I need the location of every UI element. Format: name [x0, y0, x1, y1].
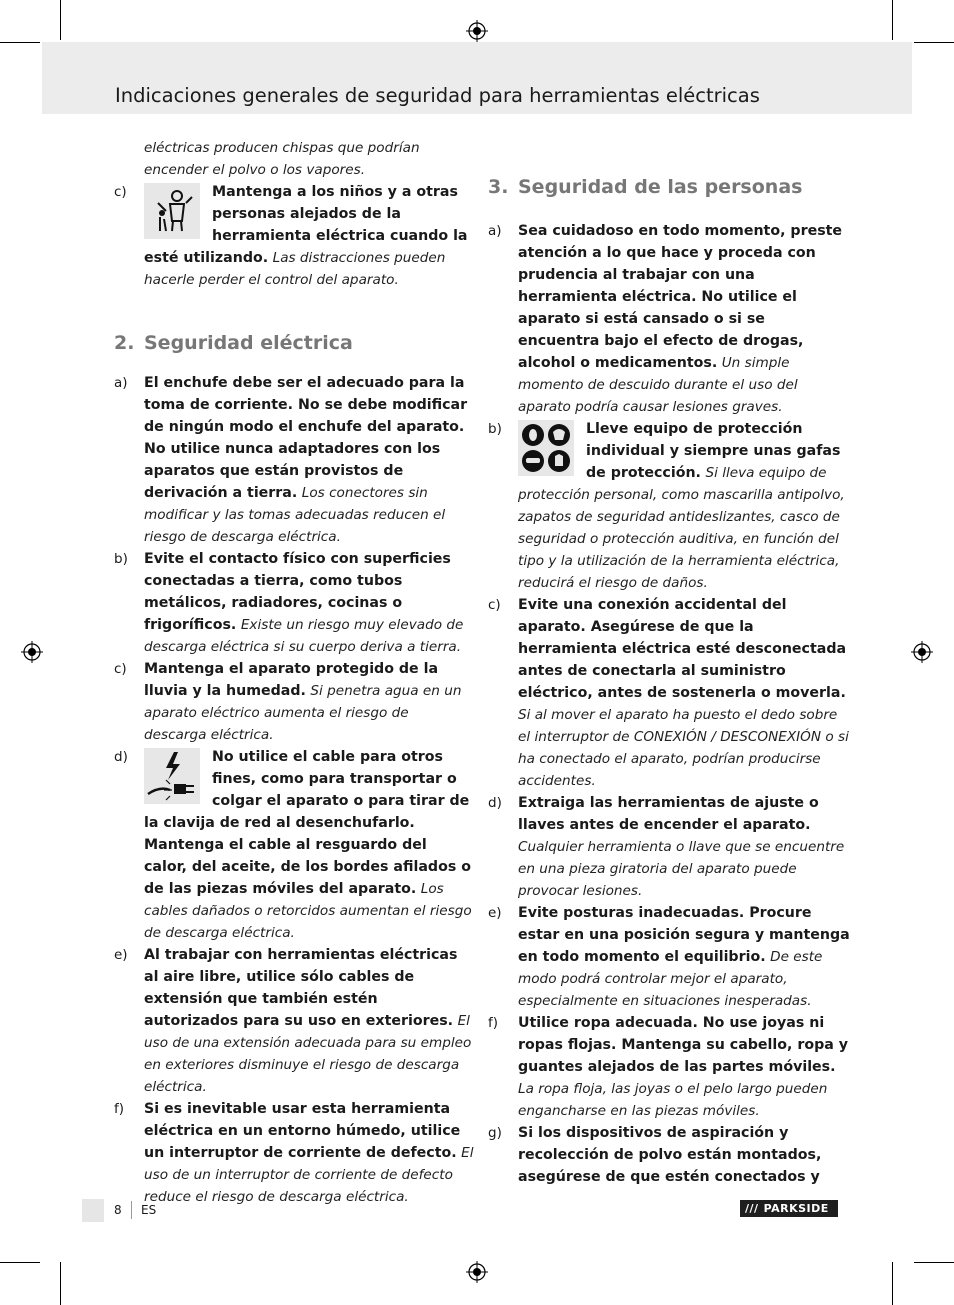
list-item — [488, 1122, 850, 1188]
page-title: Indicaciones generales de seguridad para herramientas eléctricas — [115, 84, 760, 107]
item-italic-text: La ropa floja, las joyas o el pelo largo pueden engancharse en las piezas móviles. — [518, 1081, 828, 1119]
item-italic-text: Si al mover el aparato ha puesto el dedo sobre el interruptor de CONEXIÓN / DESCONEXIÓN o si ha conectado el aparato, podrían producirse accidentes. — [518, 707, 849, 789]
list-item — [488, 594, 850, 792]
item-italic-text: Los conectores sin modificar y las tomas adecuadas reducen el riesgo de descarga eléctrica. — [144, 485, 446, 545]
protective-equipment-icon — [518, 420, 574, 476]
item-italic-text: Existe un riesgo muy elevado de descarga eléctrica si su cuerpo deriva a tierra. — [144, 617, 464, 655]
continued-text: eléctricas producen chispas que podrían encender el polvo o los vapores. — [144, 140, 420, 178]
brand-logo — [740, 1200, 838, 1217]
crop-mark — [892, 0, 893, 40]
crop-mark — [892, 1262, 893, 1305]
list-item — [488, 418, 850, 594]
item-letter: c) — [114, 661, 127, 677]
item-bold-text: Sea cuidadoso en todo momento, preste atención a lo que hace y proceda con prudencia al trabajar con una herramienta eléctrica. No utilice el aparato si está cansado o si se encuentra bajo el efecto de drogas, alcohol o medicamentos. — [518, 223, 843, 371]
right-column — [488, 176, 850, 1188]
item-italic-text: Si lleva equipo de protección personal, como mascarilla antipolvo, zapatos de seguridad antideslizantes, casco de seguridad o protección auditiva, en función del tipo y la utilización de la herramienta eléctrica, reducirá el riesgo de daños. — [518, 465, 845, 591]
logo-slashes: /// — [745, 1202, 759, 1215]
crop-mark — [60, 0, 61, 40]
page-number: 8 — [114, 1203, 122, 1217]
section-title: Seguridad de las personas — [518, 176, 803, 198]
item-letter: e) — [488, 905, 502, 921]
item-letter: b) — [488, 421, 502, 437]
item-bold-text: Evite posturas inadecuadas. Procure estar en una posición segura y mantenga en todo momento el equilibrio. — [518, 905, 850, 965]
list-item — [114, 1098, 474, 1208]
language-code: ES — [141, 1203, 157, 1217]
item-italic-text: El uso de una extensión adecuada para su empleo en exteriores disminuye el riesgo de descarga eléctrica. — [144, 1013, 472, 1095]
registration-mark-icon — [466, 1261, 488, 1283]
item-letter: f) — [114, 1101, 125, 1117]
item-italic-text: Los cables dañados o retorcidos aumentan el riesgo de descarga eléctrica. — [144, 881, 472, 941]
item-letter: f) — [488, 1015, 499, 1031]
item-letter: c) — [488, 597, 501, 613]
item-bold-text: No utilice el cable para otros fines, como para transportar o colgar el aparato o para tirar de la clavija de red al desenchufarlo. Mantenga el cable al resguardo del calor, del aceite, de los bordes afilados o de las piezas móviles del aparato. — [144, 749, 471, 897]
item-bold-text: Al trabajar con herramientas eléctricas al aire libre, utilice sólo cables de extensión que también estén autorizados para su uso en exteriores. — [144, 947, 458, 1029]
children-warning-icon — [144, 183, 200, 239]
item-letter: b) — [114, 551, 128, 567]
item-italic-text: Un simple momento de descuido durante el uso del aparato podría causar lesiones graves. — [518, 355, 798, 415]
crop-mark — [914, 42, 954, 43]
section-number: 2. — [114, 332, 135, 354]
section-title: Seguridad eléctrica — [144, 332, 353, 354]
item-italic-text: Cualquier herramienta o llave que se encuentre en una pieza giratoria del aparato puede provocar lesiones. — [518, 839, 845, 899]
page-marker-box — [82, 1199, 104, 1222]
section-number: 3. — [488, 176, 509, 198]
crop-mark — [0, 42, 40, 43]
list-item — [114, 746, 474, 944]
item-letter: g) — [488, 1125, 502, 1141]
crop-mark — [914, 1262, 954, 1263]
left-column — [114, 137, 474, 1208]
list-item — [114, 372, 474, 548]
item-bold-text: Evite una conexión accidental del aparato. Asegúrese de que la herramienta eléctrica esté desconectada antes de conectarla al suministro eléctrico, antes de sostenerla o moverla. — [518, 597, 847, 701]
list-item — [488, 902, 850, 1012]
registration-mark-icon — [21, 641, 43, 663]
item-bold-text: Utilice ropa adecuada. No use joyas ni ropas flojas. Mantenga su cabello, ropa y guantes alejados de las partes móviles. — [518, 1015, 849, 1075]
item-bold-text: Lleve equipo de protección individual y siempre unas gafas de protección. — [586, 421, 841, 481]
registration-mark-icon — [911, 641, 933, 663]
item-letter: d) — [114, 749, 128, 765]
list-item — [114, 548, 474, 658]
item-letter: c) — [114, 184, 127, 200]
item-bold-text: Mantenga a los niños y a otras personas alejados de la herramienta eléctrica cuando la esté utilizando. — [144, 184, 468, 266]
item-letter: d) — [488, 795, 502, 811]
item-letter: a) — [114, 375, 128, 391]
item-letter: e) — [114, 947, 128, 963]
section-heading — [114, 332, 474, 354]
item-bold-text: Si los dispositivos de aspiración y recolección de polvo están montados, asegúrese de que estén conectados y — [518, 1125, 822, 1185]
list-item — [488, 1012, 850, 1122]
item-bold-text: Extraiga las herramientas de ajuste o llaves antes de encender el aparato. — [518, 795, 819, 833]
crop-mark — [60, 1262, 61, 1305]
item-italic-text: Las distracciones pueden hacerle perder el control del aparato. — [144, 250, 446, 288]
list-item — [114, 944, 474, 1098]
item-letter: a) — [488, 223, 502, 239]
item-bold-text: El enchufe debe ser el adecuado para la toma de corriente. No se debe modificar de ningún modo el enchufe del aparato. No utilice nunca adaptadores con los aparatos que están provistos de derivación a tierra. — [144, 375, 468, 501]
section-heading — [488, 176, 850, 198]
item-italic-text: De este modo podrá controlar mejor el aparato, especialmente en situaciones inesperadas. — [518, 949, 823, 1009]
item-bold-text: Evite el contacto físico con superficies conectadas a tierra, como tubos metálicos, radiadores, cocinas o frigoríficos. — [144, 551, 451, 633]
logo-text: PARKSIDE — [763, 1202, 829, 1215]
list-item — [114, 658, 474, 746]
registration-mark-icon — [466, 20, 488, 42]
cable-warning-icon — [144, 748, 200, 804]
continued-paragraph — [114, 137, 474, 181]
item-italic-text: Si penetra agua en un aparato eléctrico aumenta el riesgo de descarga eléctrica. — [144, 683, 462, 743]
item-bold-text: Si es inevitable usar esta herramienta eléctrica en un entorno húmedo, utilice un interruptor de corriente de defecto. — [144, 1101, 461, 1161]
list-item — [114, 181, 474, 291]
list-item — [488, 792, 850, 902]
crop-mark — [0, 1262, 40, 1263]
item-italic-text: El uso de un interruptor de corriente de defecto reduce el riesgo de descarga eléctrica. — [144, 1145, 474, 1205]
list-item — [488, 220, 850, 418]
item-bold-text: Mantenga el aparato protegido de la lluvia y la humedad. — [144, 661, 439, 699]
footer-divider — [131, 1201, 132, 1219]
